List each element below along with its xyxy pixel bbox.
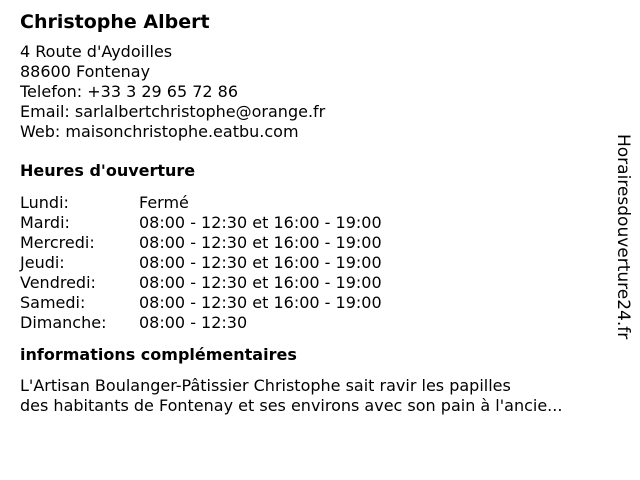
hours-time: 08:00 - 12:30 et 16:00 - 19:00 [139, 253, 382, 272]
hours-time: 08:00 - 12:30 et 16:00 - 19:00 [139, 233, 382, 252]
info-line-2: des habitants de Fontenay et ses environs avec son pain à l'ancie... [20, 396, 563, 415]
hours-row [20, 273, 605, 293]
hours-day: Jeudi: [20, 253, 65, 272]
hours-row [20, 193, 605, 213]
hours-time: 08:00 - 12:30 et 16:00 - 19:00 [139, 213, 382, 232]
hours-day: Mardi: [20, 213, 70, 232]
business-card [20, 9, 605, 416]
hours-day: Dimanche: [20, 313, 107, 332]
business-name: Christophe Albert [20, 11, 210, 33]
hours-time: 08:00 - 12:30 [139, 313, 248, 332]
opening-hours-heading: Heures d'ouverture [20, 161, 196, 180]
hours-row [20, 213, 605, 233]
web-line: Web: maisonchristophe.eatbu.com [20, 122, 299, 141]
opening-hours-table [20, 193, 605, 333]
hours-row [20, 253, 605, 273]
hours-row [20, 293, 605, 313]
hours-day: Lundi: [20, 193, 69, 212]
hours-time: 08:00 - 12:30 et 16:00 - 19:00 [139, 273, 382, 292]
hours-row [20, 313, 605, 333]
additional-info-heading: informations complémentaires [20, 345, 297, 364]
hours-day: Mercredi: [20, 233, 95, 252]
hours-day: Vendredi: [20, 273, 96, 292]
phone-line: Telefon: +33 3 29 65 72 86 [20, 82, 239, 101]
contact-block [20, 42, 605, 142]
site-watermark: Horairesdouverture24.fr [613, 134, 633, 340]
hours-time: Fermé [139, 193, 189, 212]
additional-info-text [20, 376, 605, 416]
hours-row [20, 233, 605, 253]
hours-time: 08:00 - 12:30 et 16:00 - 19:00 [139, 293, 382, 312]
address-line-2: 88600 Fontenay [20, 62, 151, 81]
hours-day: Samedi: [20, 293, 86, 312]
email-line: Email: sarlalbertchristophe@orange.fr [20, 102, 326, 121]
info-line-1: L'Artisan Boulanger-Pâtissier Christophe sait ravir les papilles [20, 376, 511, 395]
address-line-1: 4 Route d'Aydoilles [20, 42, 173, 61]
